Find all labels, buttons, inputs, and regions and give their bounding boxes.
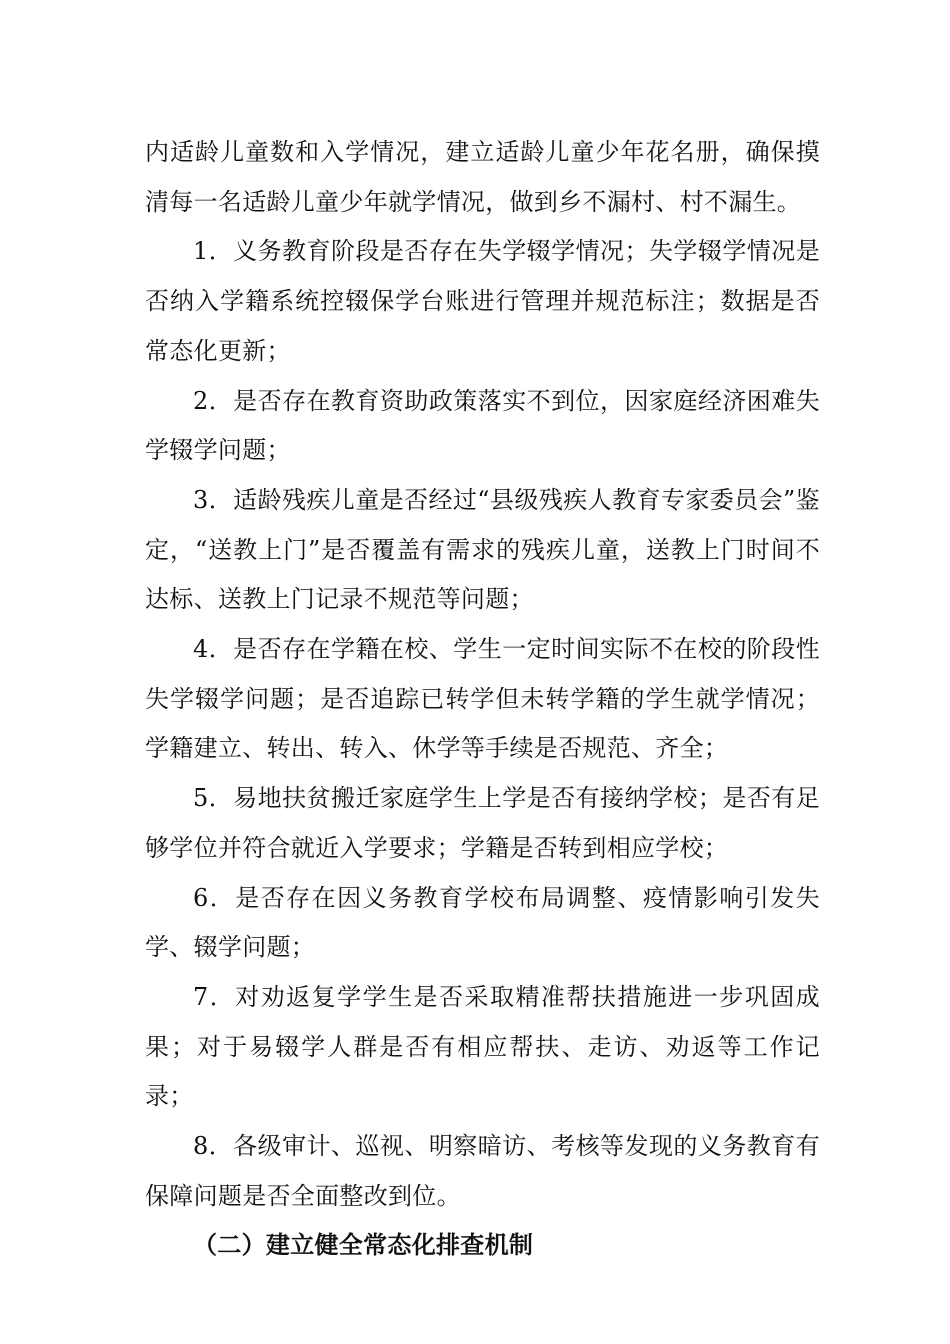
list-item-1: 1．义务教育阶段是否存在失学辍学情况；失学辍学情况是否纳入学籍系统控辍保学台账进行管理并规范标注；数据是否常态化更新； — [145, 237, 820, 365]
list-item-4: 4．是否存在学籍在校、学生一定时间实际不在校的阶段性失学辍学问题；是否追踪已转学但未转学籍的学生就学情况；学籍建立、转出、转入、休学等手续是否规范、齐全； — [145, 635, 820, 763]
list-item-8: 8．各级审计、巡视、明察暗访、考核等发现的义务教育有保障问题是否全面整改到位。 — [145, 1132, 820, 1210]
list-item-2: 2．是否存在教育资助政策落实不到位，因家庭经济困难失学辍学问题； — [145, 386, 820, 465]
list-item-5: 5．易地扶贫搬迁家庭学生上学是否有接纳学校；是否有足够学位并符合就近入学要求；学籍是否转到相应学校； — [145, 784, 820, 862]
section-heading: （二）建立健全常态化排查机制 — [193, 1231, 534, 1260]
intro-paragraph: 内适龄儿童数和入学情况，建立适龄儿童少年花名册，确保摸清每一名适龄儿童少年就学情况，做到乡不漏村、村不漏生。 — [145, 138, 820, 216]
document-body — [145, 128, 820, 1271]
list-item-3: 3．适龄残疾儿童是否经过“县级残疾人教育专家委员会”鉴定，“送教上门”是否覆盖有需求的残疾儿童，送教上门时间不达标、送教上门记录不规范等问题； — [145, 485, 820, 614]
list-item-7: 7．对劝返复学学生是否采取精准帮扶措施进一步巩固成果；对于易辍学人群是否有相应帮扶、走访、劝返等工作记录； — [145, 982, 820, 1111]
list-item-6: 6．是否存在因义务教育学校布局调整、疫情影响引发失学、辍学问题； — [145, 883, 820, 962]
